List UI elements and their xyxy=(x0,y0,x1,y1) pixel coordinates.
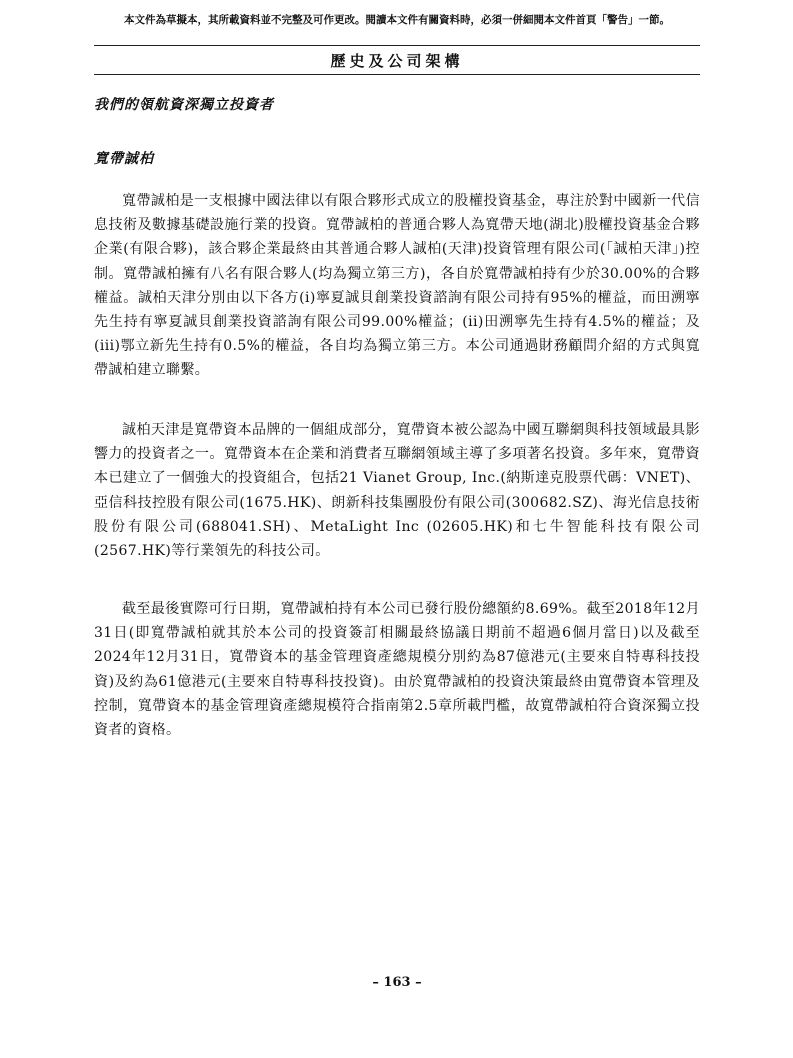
body-paragraph-1: 寬帶誠柏是一支根據中國法律以有限合夥形式成立的股權投資基金，專注於對中國新一代信息技術及數據基礎設施行業的投資。寬帶誠柏的普通合夥人為寬帶天地(湖北)股權投資基金合夥企業(有限合夥)，該合夥企業最終由其普通合夥人誠柏(天津)投資管理有限公司(「誠柏天津」)控制。寬帶誠柏擁有八名有限合夥人(均為獨立第三方)，各自於寬帶誠柏持有少於30.00%的合夥權益。誠柏天津分別由以下各方(i)寧夏誠貝創業投資諮詢有限公司持有95%的權益，而田溯寧先生持有寧夏誠貝創業投資諮詢有限公司99.00%權益；(ii)田溯寧先生持有4.5%的權益；及(iii)鄂立新先生持有0.5%的權益，各自均為獨立第三方。本公司通過財務顧問介紹的方式與寬帶誠柏建立聯繫。 xyxy=(94,193,700,379)
section-title: 歷史及公司架構 xyxy=(330,52,464,70)
header-bottom-rule xyxy=(94,74,700,75)
main-heading: 我們的領航資深獨立投資者 xyxy=(94,97,274,113)
header-top-rule xyxy=(94,45,700,46)
draft-disclaimer: 本文件為草擬本，其所載資料並不完整及可作更改。閱讀本文件有關資料時，必須一併細閱本文件首頁「警告」一節。 xyxy=(124,14,670,26)
body-paragraph-3: 截至最後實際可行日期，寬帶誠柏持有本公司已發行股份總額約8.69%。截至2018年12月31日(即寬帶誠柏就其於本公司的投資簽訂相關最終協議日期前不超過6個月當日)以及截至2024年12月31日，寬帶資本的基金管理資產總規模分別約為87億港元(主要來自特專科技投資)及約為61億港元(主要來自特專科技投資)。由於寬帶誠柏的投資決策最終由寬帶資本管理及控制，寬帶資本的基金管理資產總規模符合指南第2.5章所載門檻，故寬帶誠柏符合資深獨立投資者的資格。 xyxy=(94,601,700,739)
sub-heading: 寬帶誠柏 xyxy=(94,151,154,167)
body-paragraph-2: 誠柏天津是寬帶資本品牌的一個組成部分，寬帶資本被公認為中國互聯網與科技領域最具影響力的投資者之一。寬帶資本在企業和消費者互聯網領域主導了多項著名投資。多年來，寬帶資本已建立了一個強大的投資組合，包括21 Vianet Group, Inc.(納斯達克股票代碼：VNET)、亞信科技控股有限公司(1675.HK)、朗新科技集團股份有限公司(300682.SZ)、海光信息技術股份有限公司(688041.SH)、MetaLight Inc (02605.HK)和七牛智能科技有限公司(2567.HK)等行業領先的科技公司。 xyxy=(94,422,700,560)
page-number: – 163 – xyxy=(372,975,422,990)
